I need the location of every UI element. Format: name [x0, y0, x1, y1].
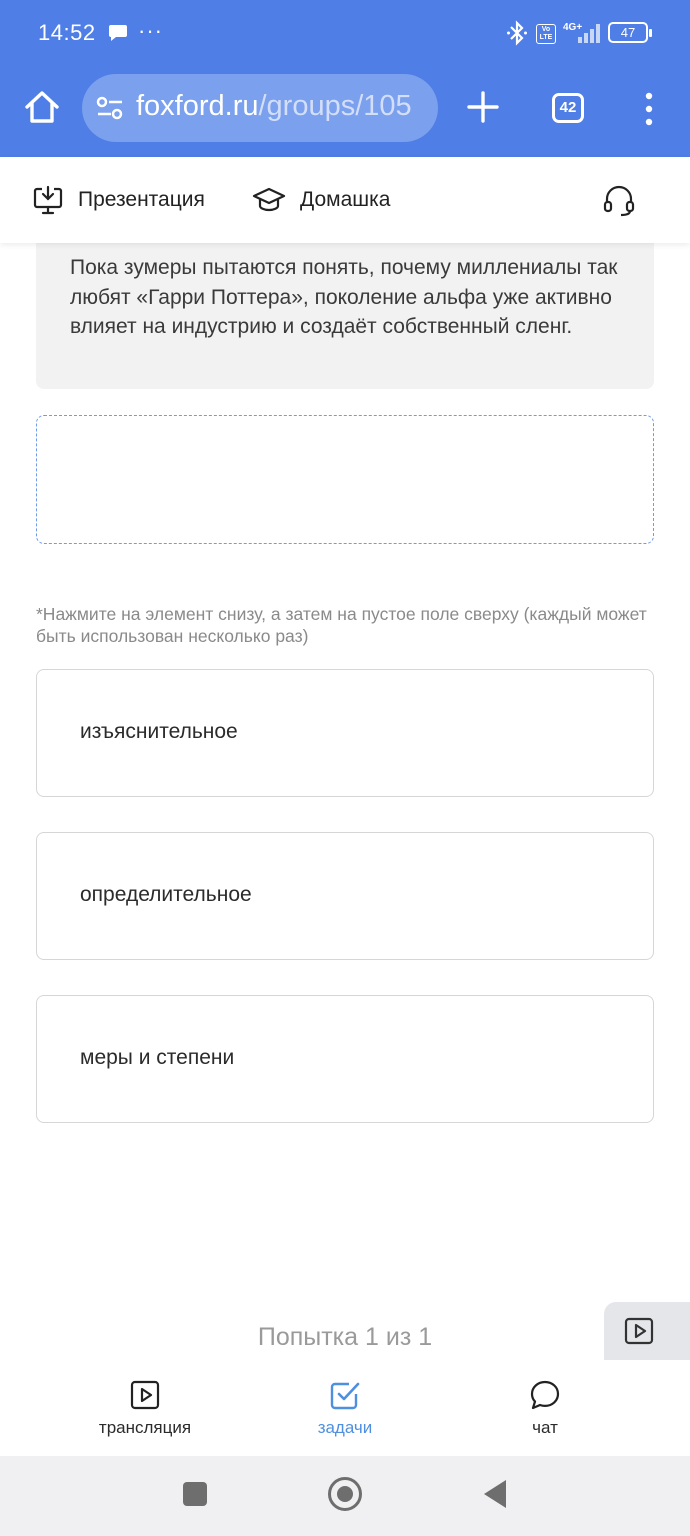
bluetooth-icon [506, 20, 528, 51]
volte-badge: Vo LTE [536, 24, 556, 44]
headset-icon [602, 183, 636, 217]
sentence-text: Пока зумеры пытаются понять, почему миллениалы так любят «Гарри Поттера», поколение альфа уже активно влияет на индустрию и создаёт собственный сленг. [36, 243, 654, 389]
network-type-label: 4G+ [563, 22, 583, 33]
video-toggle-button[interactable] [604, 1302, 690, 1360]
home-icon [22, 88, 62, 128]
task-hint: *Нажмите на элемент снизу, а затем на пустое поле сверху (каждый может быть использован несколько раз) [36, 604, 647, 646]
presentation-label: Презентация [78, 188, 205, 211]
nav-tab-label: трансляция [98, 1418, 192, 1437]
play-square-icon [130, 1380, 160, 1410]
answer-option-label: меры и степени [80, 1046, 235, 1069]
site-settings-icon[interactable] [96, 96, 124, 125]
browser-home-button[interactable] [22, 88, 62, 128]
homework-button[interactable] [252, 183, 390, 217]
status-time: 14:52 [38, 20, 96, 45]
nav-tab-stream[interactable] [75, 1380, 215, 1438]
attempt-counter: Попытка 1 из 1 [257, 1323, 433, 1351]
nav-tab-label: чат [532, 1418, 558, 1437]
answer-option-label: определительное [80, 883, 252, 906]
answer-option-measure-degree[interactable] [36, 995, 654, 1123]
answer-option-label: изъяснительное [80, 720, 238, 743]
url-path: /groups/105 [258, 90, 412, 122]
lesson-toolbar [0, 157, 690, 243]
message-notification-icon [108, 24, 128, 47]
url-host: foxford.ru [136, 90, 259, 122]
bottom-navigation [0, 1360, 690, 1456]
graduation-cap-icon [252, 185, 286, 215]
kebab-menu-icon [640, 92, 658, 126]
new-tab-button[interactable] [466, 90, 500, 124]
recent-apps-button[interactable] [183, 1482, 207, 1506]
browser-chrome [0, 0, 690, 157]
support-button[interactable] [602, 183, 636, 217]
url-text [136, 90, 412, 123]
answer-option-attributive[interactable] [36, 832, 654, 960]
answer-drop-zone[interactable] [36, 415, 654, 544]
status-bar [0, 0, 690, 66]
checkbox-icon [330, 1380, 360, 1410]
presentation-button[interactable] [32, 183, 205, 217]
nav-tab-tasks[interactable] [275, 1380, 415, 1438]
system-home-button[interactable] [328, 1477, 362, 1511]
browser-menu-button[interactable] [640, 92, 658, 126]
task-content [0, 243, 690, 1360]
nav-tab-label: задачи [317, 1418, 373, 1437]
address-bar[interactable] [82, 74, 438, 142]
more-notifications-icon: ··· [138, 18, 163, 43]
nav-tab-chat[interactable] [475, 1380, 615, 1438]
system-back-button[interactable] [484, 1480, 506, 1508]
answer-option-explanatory[interactable] [36, 669, 654, 797]
battery-indicator: 47 [608, 22, 648, 43]
presentation-download-icon [32, 184, 64, 216]
play-square-icon [624, 1317, 654, 1345]
homework-label: Домашка [300, 188, 391, 211]
chat-bubble-icon [530, 1380, 560, 1410]
signal-strength-icon [562, 20, 604, 51]
tab-switcher-button[interactable]: 42 [552, 93, 584, 123]
plus-icon [466, 90, 500, 124]
